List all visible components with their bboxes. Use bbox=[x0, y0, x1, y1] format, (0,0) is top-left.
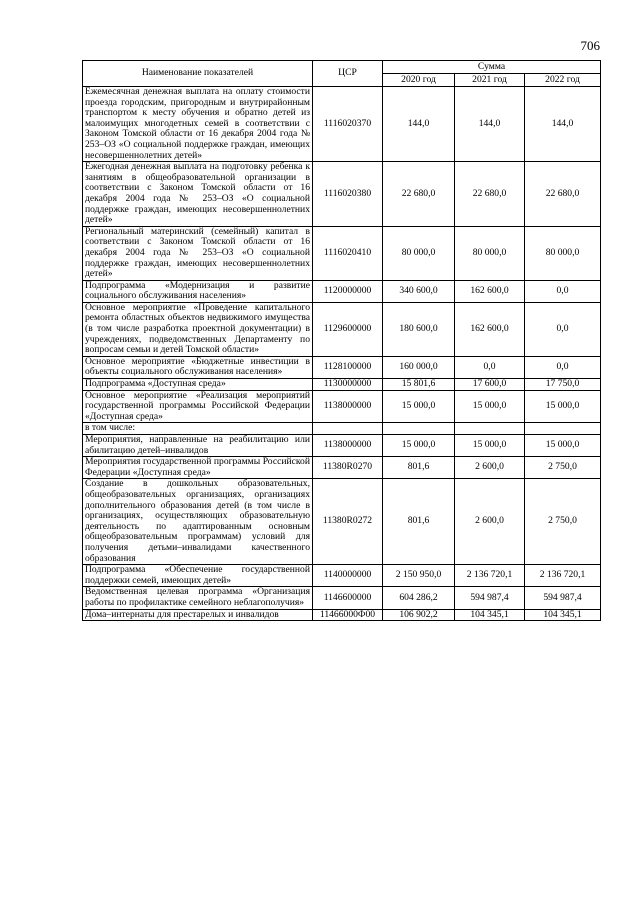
row-name: Ведомственная целевая программа «Организация работы по профилактике семейного неблагополучия» bbox=[83, 587, 313, 609]
row-value-2020 bbox=[383, 423, 455, 435]
row-name: Мероприятия государственной программы Российской Федерации «Доступная среда» bbox=[83, 457, 313, 479]
row-value-2021: 15 000,0 bbox=[455, 390, 525, 423]
table-row bbox=[83, 565, 601, 587]
row-value-2022: 2 750,0 bbox=[525, 457, 601, 479]
table-row bbox=[83, 379, 601, 391]
row-value-2020: 15 000,0 bbox=[383, 390, 455, 423]
row-value-2020: 180 600,0 bbox=[383, 302, 455, 356]
row-value-2020: 2 150 950,0 bbox=[383, 565, 455, 587]
row-value-2021: 17 600,0 bbox=[455, 379, 525, 391]
row-csr: 11380R0272 bbox=[313, 479, 383, 565]
row-name: Ежемесячная денежная выплата на оплату стоимости проезда городским, пригородным и внутрирайонным транспортом к месту обучения и обратно детей из малоимущих многодетных семей в соответствии с Законом Томской области от 16 декабря 2004 года № 253–ОЗ «О социальной поддержке граждан, имеющих несовершеннолетних детей» bbox=[83, 87, 313, 162]
row-value-2022: 15 000,0 bbox=[525, 435, 601, 457]
row-value-2022: 17 750,0 bbox=[525, 379, 601, 391]
row-name: Основное мероприятие «Бюджетные инвестиции в объекты социального обслуживания населения» bbox=[83, 356, 313, 378]
row-value-2022: 0,0 bbox=[525, 356, 601, 378]
row-value-2022: 0,0 bbox=[525, 302, 601, 356]
row-name: Региональный материнский (семейный) капитал в соответствии с Законом Томской области от 16 декабря 2004 года № 253–ОЗ «О социальной поддержке граждан, имеющих несовершеннолетних детей» bbox=[83, 226, 313, 280]
row-value-2021: 144,0 bbox=[455, 87, 525, 162]
table-row bbox=[83, 390, 601, 423]
row-value-2022: 2 750,0 bbox=[525, 479, 601, 565]
header-csr: ЦСР bbox=[313, 61, 383, 87]
row-value-2021: 15 000,0 bbox=[455, 435, 525, 457]
table-row bbox=[83, 226, 601, 280]
row-value-2022 bbox=[525, 423, 601, 435]
header-sum: Сумма bbox=[383, 61, 601, 74]
table-row bbox=[83, 457, 601, 479]
table-row bbox=[83, 479, 601, 565]
budget-table bbox=[82, 60, 601, 621]
row-name: Ежегодная денежная выплата на подготовку ребенка к занятиям в общеобразовательной организации в соответствии с Законом Томской области от 16 декабря 2004 года № 253–ОЗ «О социальной поддержке граждан, имеющих несовершеннолетних детей» bbox=[83, 162, 313, 227]
row-value-2021: 2 136 720,1 bbox=[455, 565, 525, 587]
table-row bbox=[83, 435, 601, 457]
row-name: Мероприятия, направленные на реабилитацию или абилитацию детей–инвалидов bbox=[83, 435, 313, 457]
table-row bbox=[83, 87, 601, 162]
header-year-2021: 2021 год bbox=[455, 74, 525, 87]
row-csr: 1130000000 bbox=[313, 379, 383, 391]
row-value-2021: 2 600,0 bbox=[455, 479, 525, 565]
row-value-2022: 80 000,0 bbox=[525, 226, 601, 280]
row-value-2020: 22 680,0 bbox=[383, 162, 455, 227]
row-value-2022: 144,0 bbox=[525, 87, 601, 162]
row-value-2021 bbox=[455, 423, 525, 435]
row-value-2021: 162 600,0 bbox=[455, 280, 525, 302]
row-csr: 1120000000 bbox=[313, 280, 383, 302]
table-row bbox=[83, 587, 601, 609]
row-name: Основное мероприятие «Реализация мероприятий государственной программы Российской Федерации «Доступная среда» bbox=[83, 390, 313, 423]
row-value-2020: 801,6 bbox=[383, 479, 455, 565]
row-name: Создание в дошкольных образовательных, общеобразовательных организациях, организациях дополнительного образования детей (в том числе в организациях, осуществляющих образовательную деятельность по адаптированным основным общеобразовательным программам) условий для получения детьми–инвалидами качественного образования bbox=[83, 479, 313, 565]
row-value-2021: 2 600,0 bbox=[455, 457, 525, 479]
row-value-2020: 15 801,6 bbox=[383, 379, 455, 391]
row-value-2021: 594 987,4 bbox=[455, 587, 525, 609]
row-csr: 1138000000 bbox=[313, 390, 383, 423]
row-value-2021: 80 000,0 bbox=[455, 226, 525, 280]
row-name: Подпрограмма «Обеспечение государственной поддержки семей, имеющих детей» bbox=[83, 565, 313, 587]
header-year-2022: 2022 год bbox=[525, 74, 601, 87]
table-row bbox=[83, 162, 601, 227]
row-value-2021: 0,0 bbox=[455, 356, 525, 378]
row-csr: 1116020380 bbox=[313, 162, 383, 227]
table-row bbox=[83, 302, 601, 356]
row-value-2021: 104 345,1 bbox=[455, 609, 525, 621]
row-name: в том числе: bbox=[83, 423, 313, 435]
row-value-2020: 15 000,0 bbox=[383, 435, 455, 457]
row-csr: 1140000000 bbox=[313, 565, 383, 587]
row-csr: 1116020410 bbox=[313, 226, 383, 280]
row-value-2022: 22 680,0 bbox=[525, 162, 601, 227]
table-row bbox=[83, 356, 601, 378]
row-csr: 1116020370 bbox=[313, 87, 383, 162]
row-csr: 11380R0270 bbox=[313, 457, 383, 479]
row-value-2020: 801,6 bbox=[383, 457, 455, 479]
table-row bbox=[83, 609, 601, 621]
page-number: 706 bbox=[580, 38, 600, 53]
row-value-2022: 0,0 bbox=[525, 280, 601, 302]
row-value-2021: 22 680,0 bbox=[455, 162, 525, 227]
row-name: Дома–интернаты для престарелых и инвалидов bbox=[83, 609, 313, 621]
row-value-2020: 80 000,0 bbox=[383, 226, 455, 280]
row-value-2022: 104 345,1 bbox=[525, 609, 601, 621]
row-csr bbox=[313, 423, 383, 435]
row-value-2022: 15 000,0 bbox=[525, 390, 601, 423]
row-value-2020: 106 902,2 bbox=[383, 609, 455, 621]
row-csr: 11466000Ф00 bbox=[313, 609, 383, 621]
row-csr: 1128100000 bbox=[313, 356, 383, 378]
row-csr: 1129600000 bbox=[313, 302, 383, 356]
row-name: Подпрограмма «Модернизация и развитие социального обслуживания населения» bbox=[83, 280, 313, 302]
row-value-2020: 340 600,0 bbox=[383, 280, 455, 302]
table-row bbox=[83, 423, 601, 435]
row-name: Подпрограмма «Доступная среда» bbox=[83, 379, 313, 391]
header-name: Наименование показателей bbox=[83, 61, 313, 87]
table-row bbox=[83, 280, 601, 302]
row-name: Основное мероприятие «Проведение капитального ремонта областных объектов недвижимого имущества (в том числе разработка проектной документации) в учреждениях, подведомственных Департаменту по вопросам семьи и детей Томской области» bbox=[83, 302, 313, 356]
row-csr: 1138000000 bbox=[313, 435, 383, 457]
row-value-2021: 162 600,0 bbox=[455, 302, 525, 356]
header-year-2020: 2020 год bbox=[383, 74, 455, 87]
row-value-2020: 604 286,2 bbox=[383, 587, 455, 609]
row-value-2020: 160 000,0 bbox=[383, 356, 455, 378]
row-value-2020: 144,0 bbox=[383, 87, 455, 162]
row-value-2022: 2 136 720,1 bbox=[525, 565, 601, 587]
row-csr: 1146600000 bbox=[313, 587, 383, 609]
row-value-2022: 594 987,4 bbox=[525, 587, 601, 609]
